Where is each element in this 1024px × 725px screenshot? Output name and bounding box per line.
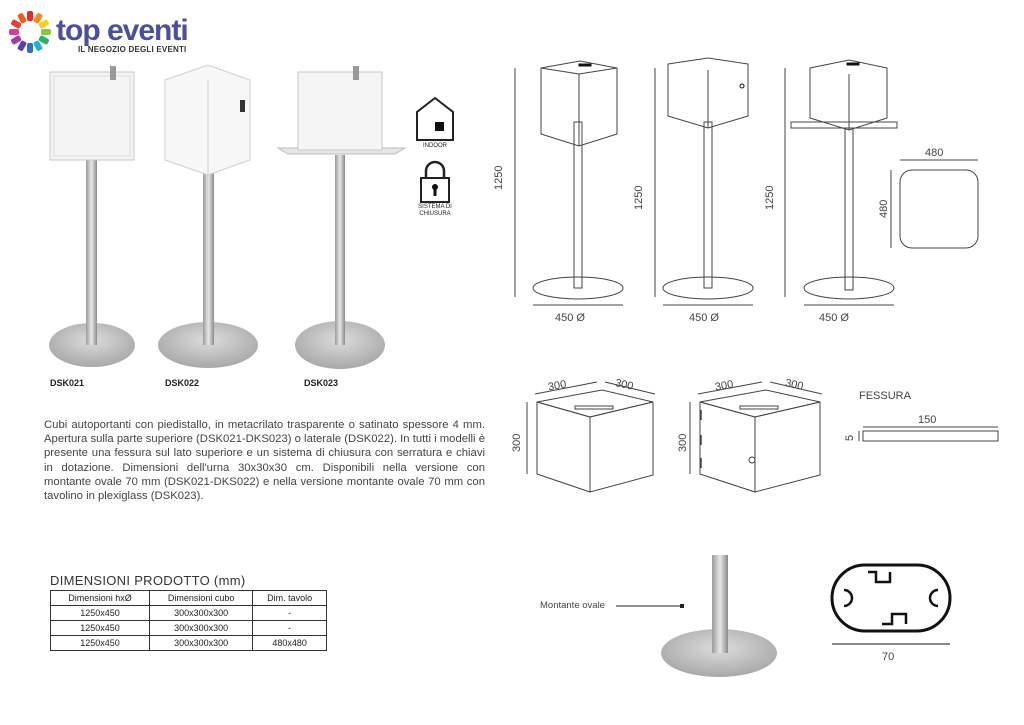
base-label-1: 450 Ø	[555, 312, 585, 324]
profile-width-label: 70	[882, 651, 895, 663]
slot-width-label: 150	[918, 414, 937, 426]
table-cell: -	[253, 621, 327, 636]
table-row	[51, 621, 327, 636]
lock-caption: SISTEMA DI CHIUSURA	[418, 204, 452, 217]
table-header: Dimensioni cubo	[150, 591, 253, 606]
dimensions-table	[50, 590, 327, 651]
oval-profile-icon	[826, 560, 956, 660]
table-cell: 1250x450	[51, 621, 150, 636]
height-label-3: 1250	[764, 185, 776, 210]
table-cell: 1250x450	[51, 636, 150, 651]
cube1-width-label: 300	[547, 378, 568, 394]
dimensions-title: DIMENSIONI PRODOTTO (mm)	[50, 573, 246, 588]
table-cell: 480x480	[253, 636, 327, 651]
upright-photo	[614, 555, 804, 685]
cube1-height-label: 300	[511, 433, 523, 452]
table-cell: -	[253, 606, 327, 621]
table-row	[51, 636, 327, 651]
logo	[8, 10, 198, 60]
lock-icon	[418, 160, 452, 204]
slot-height-label: 5	[844, 434, 856, 441]
height-label-1: 1250	[493, 165, 505, 190]
table-cell: 300x300x300	[150, 621, 253, 636]
technical-drawings	[495, 50, 1015, 340]
cube2-height-label: 300	[677, 433, 689, 452]
table-cell: 300x300x300	[150, 606, 253, 621]
indoor-icon	[415, 96, 455, 142]
photo-dsk022	[158, 65, 258, 368]
brand-name: top eventi	[56, 14, 188, 47]
table-height-label: 480	[878, 199, 890, 218]
product-description: Cubi autoportanti con piedistallo, in metacrilato trasparente o satinato spessore 4 mm. Apertura sulla parte superiore (DSK021-DKS023) o laterale (DSK022). In tutti i modelli è presente una fessura sul lato superiore e un sistema di chiusura con serratura e chiavi in dotazione. Dimensioni dell'urna 30x30x30 cm. Disponibili nella versione con montante ovale 70 mm (DSK021-DKS022) e nella versione montante ovale 70 mm con tavolino in plexiglass (DSK023).	[44, 419, 485, 503]
product-label-dsk021: DSK021	[50, 378, 85, 388]
table-width-label: 480	[925, 147, 944, 159]
cube2-depth-label: 300	[783, 377, 805, 393]
slot-title: FESSURA	[859, 390, 911, 402]
cube-drawings	[515, 380, 1015, 500]
indoor-caption: INDOOR	[423, 143, 447, 149]
table-header-row	[51, 591, 327, 606]
base-label-2: 450 Ø	[689, 312, 719, 324]
table-row	[51, 606, 327, 621]
cube2-width-label: 300	[714, 378, 735, 394]
photo-dsk023	[278, 66, 405, 369]
cube1-depth-label: 300	[613, 377, 635, 393]
product-label-dsk023: DSK023	[304, 378, 339, 388]
product-photos	[40, 60, 420, 380]
product-label-dsk022: DSK022	[165, 378, 200, 388]
table-cell: 1250x450	[51, 606, 150, 621]
logo-sunburst-icon	[8, 10, 52, 54]
photo-dsk021	[49, 66, 135, 367]
base-label-3: 450 Ø	[819, 312, 849, 324]
brand-tagline: IL NEGOZIO DEGLI EVENTI	[78, 45, 187, 54]
height-label-2: 1250	[633, 185, 645, 210]
upright-label: Montante ovale	[540, 600, 605, 611]
table-header: Dimensioni hxØ	[51, 591, 150, 606]
table-cell: 300x300x300	[150, 636, 253, 651]
table-header: Dim. tavolo	[253, 591, 327, 606]
